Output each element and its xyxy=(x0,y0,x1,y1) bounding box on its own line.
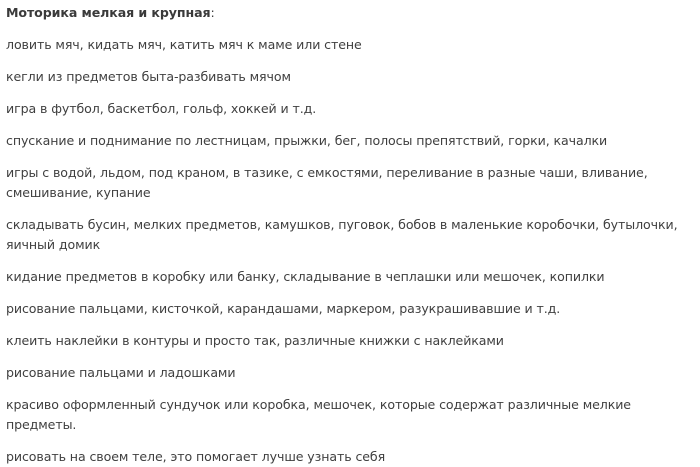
activity-item-stairs: спускание и поднимание по лестницам, прыжки, бег, полосы препятствий, горки, качалки xyxy=(6,133,608,148)
activity-item-throwing: кидание предметов в коробку или банку, складывание в чеплашки или мешочек, копилки xyxy=(6,269,605,284)
activity-item-skittles: кегли из предметов быта-разбивать мячом xyxy=(6,69,291,84)
activity-item-body-drawing: рисовать на своем теле, это помогает лучше узнать себя xyxy=(6,449,386,464)
activity-item-drawing-tools: рисование пальцами, кисточкой, карандашами, маркером, разукрашивавшие и т.д. xyxy=(6,301,561,316)
activity-item-water: игры с водой, льдом, под краном, в тазике, с емкостями, переливание в разные чаши, вливание, смешивание, купание xyxy=(6,165,648,200)
activity-item-ball: ловить мяч, кидать мяч, катить мяч к маме или стене xyxy=(6,37,362,52)
activity-item-finger-painting: рисование пальцами и ладошками xyxy=(6,365,236,380)
activity-item-beads: складывать бусин, мелких предметов, камушков, пуговок, бобов в маленькие коробочки, бутылочки, яичный домик xyxy=(6,217,678,252)
section-heading-colon: : xyxy=(210,5,215,20)
section-heading-title: Моторика мелкая и крупная xyxy=(6,5,211,20)
section-heading xyxy=(6,3,692,23)
activity-item-treasure-box: красиво оформленный сундучок или коробка, мешочек, которые содержат различные мелкие предметы. xyxy=(6,397,631,432)
activity-item-stickers: клеить наклейки в контуры и просто так, различные книжки с наклейками xyxy=(6,333,504,348)
activity-item-sports: игра в футбол, баскетбол, гольф, хоккей и т.д. xyxy=(6,101,317,116)
